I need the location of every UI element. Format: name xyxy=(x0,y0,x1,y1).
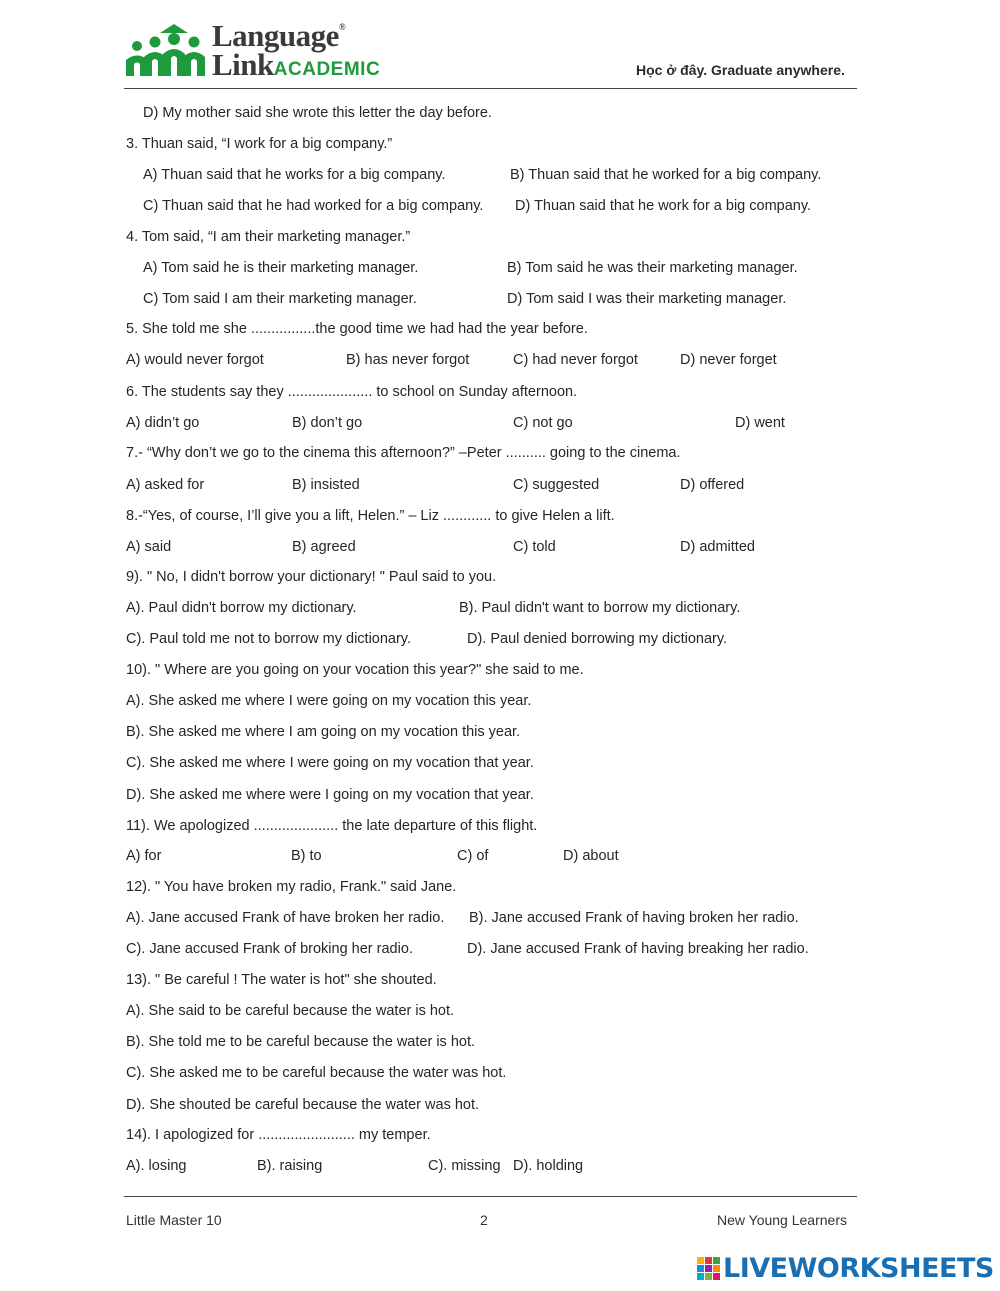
option-text: A) said xyxy=(126,539,172,555)
option-text: D). She shouted be careful because the water was hot. xyxy=(126,1097,480,1113)
option-text: B). She told me to be careful because the water is hot. xyxy=(126,1034,475,1050)
option-text: A). losing xyxy=(126,1158,187,1174)
question-text: 4. Tom said, “I am their marketing manager.” xyxy=(126,229,411,245)
logo-wordmark-language: Language® xyxy=(212,18,346,53)
question-text: 3. Thuan said, “I work for a big company.” xyxy=(126,136,393,152)
option-text: A) Tom said he is their marketing manager. xyxy=(143,260,419,276)
option-text: A) for xyxy=(126,848,162,864)
option-text: B). Paul didn't want to borrow my dictionary. xyxy=(459,600,741,616)
option-text: C) Tom said I am their marketing manager. xyxy=(143,291,417,307)
option-text: A) Thuan said that he works for a big company. xyxy=(143,167,446,183)
option-text: D). Jane accused Frank of having breaking her radio. xyxy=(467,941,809,957)
question-text: 14). I apologized for ........................ my temper. xyxy=(126,1127,431,1143)
option-text: C) suggested xyxy=(513,477,600,493)
option-text: A). She said to be careful because the water is hot. xyxy=(126,1003,455,1019)
option-text: C). She asked me where I were going on my vocation that year. xyxy=(126,755,534,771)
option-text: B) insisted xyxy=(292,477,360,493)
option-text: C). missing xyxy=(428,1158,501,1174)
header-tagline: Học ở đây. Graduate anywhere. xyxy=(636,62,845,78)
footer-course-title: Little Master 10 xyxy=(126,1212,222,1228)
option-text: B) has never forgot xyxy=(346,352,470,368)
option-text: A). Jane accused Frank of have broken her radio. xyxy=(126,910,445,926)
option-text: A). She asked me where I were going on my vocation this year. xyxy=(126,693,532,709)
liveworksheets-wordmark: LIVEWORKSHEETS xyxy=(723,1253,994,1284)
option-text: C) not go xyxy=(513,415,573,431)
option-text: D) about xyxy=(563,848,619,864)
language-link-logo xyxy=(124,16,381,82)
option-text: C). Paul told me not to borrow my dictionary. xyxy=(126,631,412,647)
option-text: D) never forget xyxy=(680,352,777,368)
option-text: B). She asked me where I am going on my vocation this year. xyxy=(126,724,521,740)
option-text: D) My mother said she wrote this letter the day before. xyxy=(143,105,492,121)
page-number: 2 xyxy=(480,1212,488,1228)
footer-series-title: New Young Learners xyxy=(717,1212,847,1228)
option-text: A) asked for xyxy=(126,477,205,493)
option-text: D) went xyxy=(735,415,785,431)
question-text: 8.-“Yes, of course, I’ll give you a lift, Helen.” – Liz ............ to give Helen a lift. xyxy=(126,508,615,524)
option-text: D). Paul denied borrowing my dictionary. xyxy=(467,631,728,647)
option-text: C) of xyxy=(457,848,489,864)
people-logo-icon xyxy=(124,24,210,76)
option-text: B) don’t go xyxy=(292,415,363,431)
option-text: D) offered xyxy=(680,477,745,493)
logo-academic: ACADEMIC xyxy=(273,59,381,80)
question-text: 11). We apologized ..................... the late departure of this flight. xyxy=(126,818,538,834)
option-text: A) would never forgot xyxy=(126,352,264,368)
question-text: 13). " Be careful ! The water is hot" she shouted. xyxy=(126,972,437,988)
question-text: 5. She told me she ................the good time we had had the year before. xyxy=(126,321,588,337)
question-text: 9). " No, I didn't borrow your dictionary! " Paul said to you. xyxy=(126,569,497,585)
option-text: C) Thuan said that he had worked for a big company. xyxy=(143,198,484,214)
option-text: C) told xyxy=(513,539,556,555)
header-divider xyxy=(124,88,857,89)
option-text: B) agreed xyxy=(292,539,356,555)
question-text: 7.- “Why don’t we go to the cinema this afternoon?” –Peter .......... going to the cinema. xyxy=(126,445,681,461)
option-text: B) to xyxy=(291,848,322,864)
question-text: 10). " Where are you going on your vocation this year?" she said to me. xyxy=(126,662,584,678)
option-text: C). Jane accused Frank of broking her radio. xyxy=(126,941,413,957)
option-text: A). Paul didn't borrow my dictionary. xyxy=(126,600,357,616)
question-text: 6. The students say they ..................... to school on Sunday afternoon. xyxy=(126,384,578,400)
option-text: A) didn’t go xyxy=(126,415,200,431)
option-text: B) Tom said he was their marketing manager. xyxy=(507,260,798,276)
option-text: D) admitted xyxy=(680,539,755,555)
option-text: B) Thuan said that he worked for a big company. xyxy=(510,167,822,183)
option-text: B). Jane accused Frank of having broken her radio. xyxy=(469,910,799,926)
liveworksheets-logo-icon xyxy=(697,1257,723,1281)
option-text: C) had never forgot xyxy=(513,352,638,368)
option-text: D) Tom said I was their marketing manager. xyxy=(507,291,787,307)
option-text: D). She asked me where were I going on my vocation that year. xyxy=(126,787,534,803)
question-text: 12). " You have broken my radio, Frank." said Jane. xyxy=(126,879,457,895)
option-text: D). holding xyxy=(513,1158,584,1174)
option-text: C). She asked me to be careful because the water was hot. xyxy=(126,1065,507,1081)
option-text: D) Thuan said that he work for a big company. xyxy=(515,198,812,214)
liveworksheets-brand xyxy=(697,1253,997,1285)
footer-divider xyxy=(124,1196,857,1197)
option-text: B). raising xyxy=(257,1158,323,1174)
logo-wordmark-link: LinkACADEMIC xyxy=(212,47,381,82)
